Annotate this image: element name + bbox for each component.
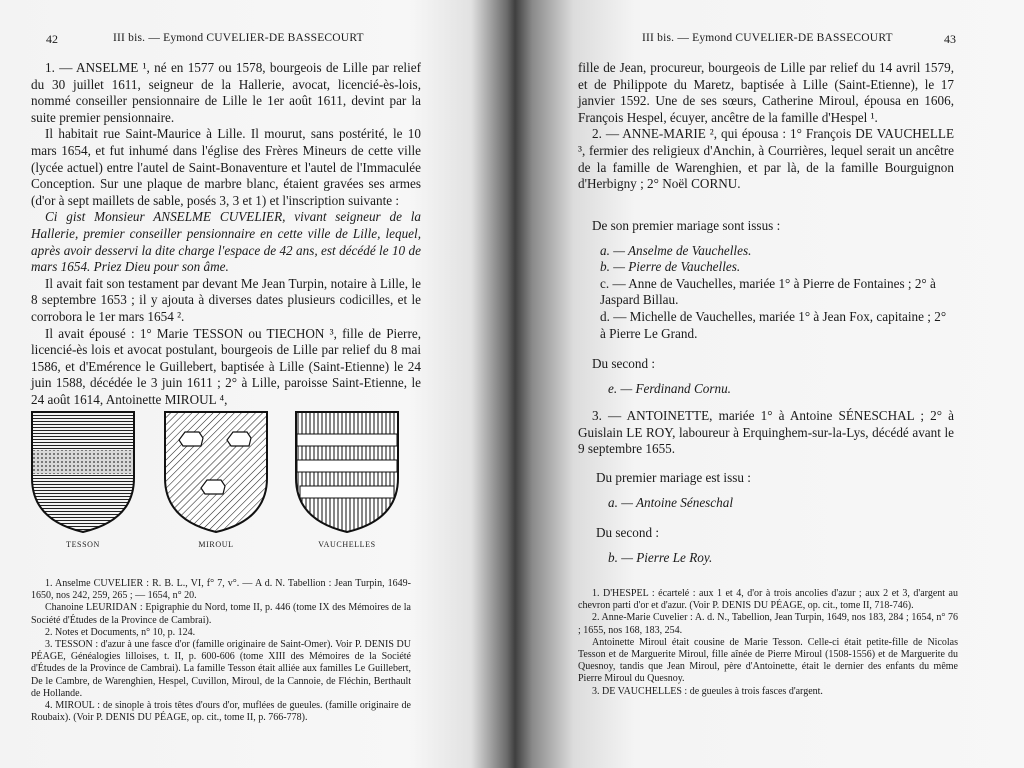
right-body-2 xyxy=(578,408,954,458)
shield-tesson-icon xyxy=(28,408,138,536)
footnote: 3. TESSON : d'azur à une fasce d'or (famille originaire de Saint-Omer). Voir P. DENIS DU PÉAGE, Généalogies lilloises, t. II, p. 600-606 (tome XIII des Mémoires de la Société d'Études de la Province de Cambrai). La famille Tesson était alliée aux familles Le Guillebert, De le Cambre, de Warenghien, Hespel, Cuvillon, Miroul, de la Cannoie, de Fléchin, Berthault de Hollande. xyxy=(31,639,411,699)
shield-label: TESSON xyxy=(66,540,100,549)
list-item: b. — Pierre de Vauchelles. xyxy=(600,259,741,275)
paragraph: Il habitait rue Saint-Maurice à Lille. Il mourut, sans postérité, le 10 mars 1654, et fut inhumé dans l'église des Frères Mineurs de cette ville (lycée actuel) entre l'autel de Saint-Bonaventure et l'autel de l'Immaculée Conception. Sur une plaque de marbre blanc, étaient gravées ses armes (d'or à sept maillets de sable, posés 3, 3 et 1) et l'inscription suivante : xyxy=(31,126,421,208)
footnote: 2. Notes et Documents, n° 10, p. 124. xyxy=(45,626,196,638)
paragraph: Il avait épousé : 1° Marie TESSON ou TIECHON ³, fille de Pierre, licencié-ès lois et avocat postulant, bourgeois de Lille par relief du 8 mai 1586, et d'Emérence le Guillebert, baptisée à Lille (Saint-Etienne) le 24 juin 1588, décédée le 3 juin 1611 ; 2° à Lille, paroisse Saint-Etienne, le 24 août 1614, Antoinette MIROUL ⁴, xyxy=(31,325,421,407)
list-item: d. — Michelle de Vauchelles, mariée 1° à Jean Fox, capitaine ; 2° à Pierre Le Grand. xyxy=(600,308,947,341)
list-item: c. — Anne de Vauchelles, mariée 1° à Pierre de Fontaines ; 2° à Jaspard Billau. xyxy=(600,275,936,308)
paragraph: fille de Jean, procureur, bourgeois de Lille par relief du 14 avril 1579, et de Philippote du Maretz, baptisée à Lille (Saint-Etienne), le 17 janvier 1592. Une de ses sœurs, Catherine Miroul, épousa en 1606, François Hespel, écuyer, ancêtre de la famille d'Hespel ¹. xyxy=(578,60,954,125)
left-page xyxy=(0,0,505,768)
footnote: 1. Anselme CUVELIER : R. B. L., VI, f° 7, v°. — A d. N. Tabellion : Jean Turpin, 1649-1650, nos 242, 259, 265 ; — 1654, n° 20. xyxy=(31,578,411,602)
footnote: 1. D'HESPEL : écartelé : aux 1 et 4, d'or à trois ancolies d'azur ; aux 2 et 3, d'argent au chevron parti d'or et d'azur. (Voir P. DENIS DU PÉAGE, op. cit., tome II, 718-746). xyxy=(578,588,958,612)
heading-line: De son premier mariage sont issus : xyxy=(592,218,781,233)
coats-of-arms xyxy=(25,408,405,568)
shield-miroul xyxy=(158,408,274,549)
children-list xyxy=(592,243,954,343)
running-head: III bis. — Eymond CUVELIER-DE BASSECOURT xyxy=(113,32,364,44)
right-genealogy xyxy=(592,218,954,397)
shield-vauchelles-icon xyxy=(292,408,402,536)
list-item: a. — Antoine Séneschal xyxy=(608,494,734,510)
paragraph: 1. — ANSELME ¹, né en 1577 ou 1578, bourgeois de Lille par relief du 30 juillet 1611, seigneur de la Hallerie, avocat, licencié-ès-lois, nommé conseiller pensionnaire de Lille le 1er août 1611, devint par la suite premier pensionnaire. xyxy=(31,60,421,125)
footnote: 4. MIROUL : de sinople à trois têtes d'ours d'or, muflées de gueules. (famille originaire de Roubaix). (Voir P. DENIS DU PÉAGE, op. cit., tome II, p. 766-778). xyxy=(31,700,411,724)
list-item: e. — Ferdinand Cornu. xyxy=(608,380,731,396)
running-head: III bis. — Eymond CUVELIER-DE BASSECOURT xyxy=(642,32,893,44)
epitaph: Ci gist Monsieur ANSELME CUVELIER, vivant seigneur de la Hallerie, premier conseiller pensionnaire en cette ville de Lille, lequel, après avoir desservi la dite charge l'espace de 42 ans, est décédé le 10 de mars 1654. Priez Dieu pour son âme. xyxy=(31,209,421,275)
list-item: a. — Anselme de Vauchelles. xyxy=(600,242,752,258)
footnote: Antoinette Miroul était cousine de Marie Tesson. Celle-ci était petite-fille de Nicolas Tesson et de Marguerite Miroul, fille aînée de Pierre Miroul (1508-1556) et de Marguerite du Quesnoy, tandis que Jean Miroul, père d'Antoinette, était le dernier des enfants du même Pierre Miroul du Quesnoy. xyxy=(578,636,958,685)
right-body xyxy=(578,60,954,193)
shield-label: VAUCHELLES xyxy=(318,540,376,549)
page-number: 43 xyxy=(944,32,956,46)
footnote: 2. Anne-Marie Cuvelier : A. d. N., Tabellion, Jean Turpin, 1649, nos 183, 284 ; 1654, n° 76 ; 1655, nos 168, 183, 254. xyxy=(578,612,958,636)
footnote: 3. DE VAUCHELLES : de gueules à trois fasces d'argent. xyxy=(592,685,823,697)
right-footnotes xyxy=(578,588,958,698)
paragraph: 2. — ANNE-MARIE ², qui épousa : 1° François DE VAUCHELLE ³, fermier des religieux d'Anchin, à Courrières, lequel serait un ancêtre de la famille de Warenghien, et par là, de la famille Bourguignon d'Herbigny ; 2° Noël CORNU. xyxy=(578,126,954,192)
right-page xyxy=(512,0,1024,768)
shield-vauchelles xyxy=(289,408,405,549)
shield-miroul-icon xyxy=(161,408,271,536)
left-footnotes xyxy=(31,578,411,724)
heading-line: Du second : xyxy=(596,525,659,541)
footnote: Chanoine LEURIDAN : Epigraphie du Nord, tome II, p. 446 (tome IX des Mémoires de la Société d'Études de la Province de Cambrai). xyxy=(31,602,411,626)
shield-label: MIROUL xyxy=(198,540,234,549)
right-genealogy-2 xyxy=(596,470,956,566)
page-number: 42 xyxy=(46,32,58,46)
heading-line: Du premier mariage est issu : xyxy=(596,470,751,485)
paragraph: 3. — ANTOINETTE, mariée 1° à Antoine SÉNESCHAL ; 2° à Guislain LE ROY, laboureur à Erquinghem-sur-la-Lys, décédé avant le 9 septembre 1655. xyxy=(578,408,954,457)
paragraph: Il avait fait son testament par devant Me Jean Turpin, notaire à Lille, le 8 septembre 1653 ; il y ajouta à diverses dates plusieurs codicilles, et le corrobora le 1er mars 1654 ². xyxy=(31,275,421,324)
left-body xyxy=(31,60,421,408)
list-item: b. — Pierre Le Roy. xyxy=(608,549,713,565)
shield-tesson xyxy=(25,408,141,549)
heading-line: Du second : xyxy=(592,356,655,372)
